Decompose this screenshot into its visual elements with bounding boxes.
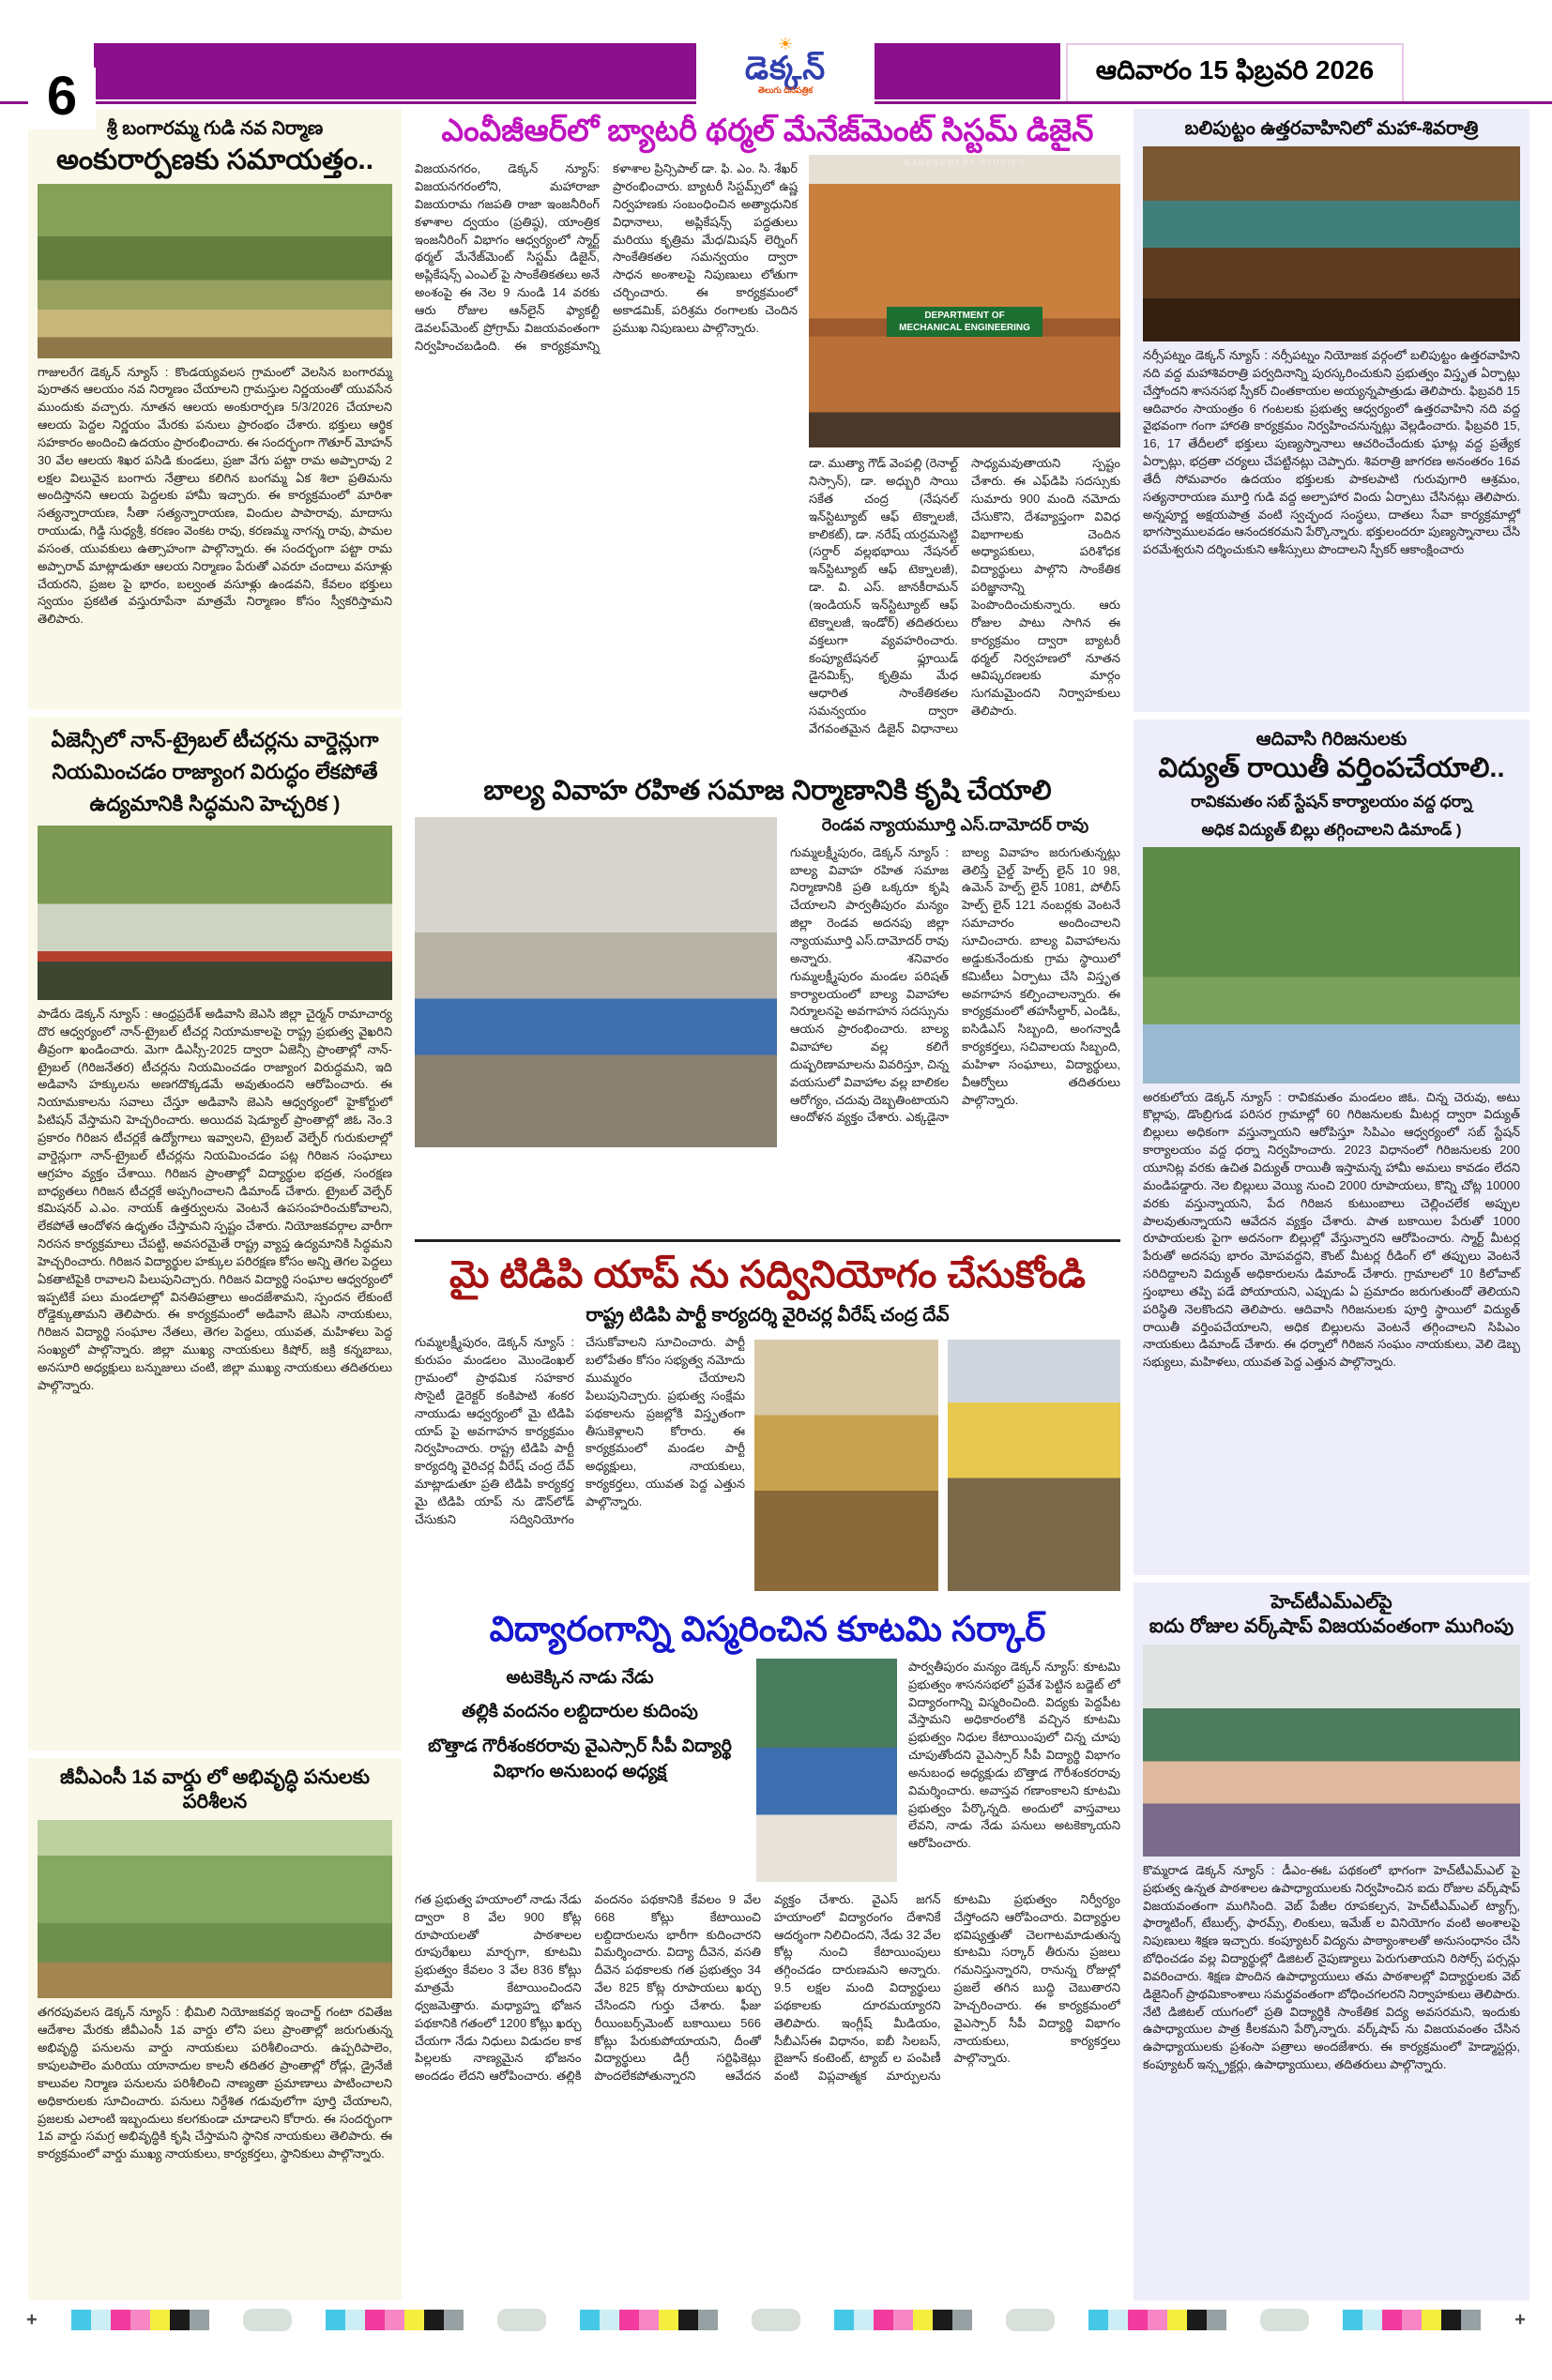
- article-shivaratri: [1134, 109, 1529, 712]
- gray-blob: [1006, 2309, 1055, 2331]
- article-media: [809, 155, 1120, 738]
- article-mvgr-fdp: [415, 109, 1120, 765]
- photo-protest-flags: [38, 826, 392, 1000]
- page-body: [28, 109, 1529, 2300]
- article-power-subsidy: [1134, 720, 1529, 1575]
- photo-tdp-crowd: [948, 1340, 1120, 1591]
- masthead-subtitle: తెలుగు దినపత్రిక: [757, 85, 814, 95]
- building-sign-green: DEPARTMENT OF MECHANICAL ENGINEERING: [887, 307, 1042, 337]
- article-headline: జీవీఎంసీ 1వ వార్డు లో అభివృద్ధి పనులకు పరిశీలన: [60, 1766, 370, 1813]
- gray-blob: [497, 2309, 546, 2331]
- article-body: నర్సీపట్నం డెక్కన్ న్యూస్ : నర్సీపట్నం నియోజక వర్గంలో బలిపుట్టం ఉత్తరవాహిని నది వద్ద మహాశివరాత్రి పర్వదినాన్ని పురస్కరించుకుని ప్రభుత్వం విస్తృత ఏర్పాట్లు చేస్తోందని శాసనసభ స్పీకర్ చింతకాయల అయ్యన్నపాత్రుడు తెలిపారు. ఫిబ్రవరి 15 ఆదివారం సాయంత్రం 6 గంటలకు ప్రభుత్వ ఆధ్వర్యంలో ఉత్తరవాహిని నది వద్ద వైభవంగా గంగా హారతి కార్యక్రమం నిర్వహించనున్నట్లు వెల్లడించారు. ఫిబ్రవరి 15, 16, 17 తేదీలలో భక్తులు పుణ్యస్నానాలు ఆచరించేందుకు ఘాట్ల వద్ద ప్రత్యేక ఏర్పాట్లు, భద్రతా చర్యలు చేపట్టినట్లు చెప్పారు. శివరాత్రి జాగరణ అనంతరం 16వ తేదీ సోమవారం ఉదయం భక్తులకు పాకలపాటి గురువుగారి ఆశ్రమం, సత్యనారాయణ మూర్తి గుడి వద్ద అల్పాహార విందు ఏర్పాటు చేసినట్లు తెలిపారు. అన్నపూర్ణ అక్షయపాత్ర వంటి స్వచ్ఛంద సంస్థలు, దాతలు సేవా కార్యక్రమాల్లో భాగస్వాములవడం ఆనందకరమని పేర్కొన్నారు. భక్తులందరూ పుణ్యస్నానాలు చేసి పరమేశ్వరుని దర్శించుకుని ఆశీస్సులు పొందాలని స్పీకర్ ఆకాంక్షించారు: [1143, 348, 1520, 557]
- article-content: [415, 155, 1120, 738]
- photo-tdp-banner: [754, 1340, 938, 1591]
- article-subhead: తల్లికి వందనం లబ్దిదారుల కుదింపు: [462, 1702, 698, 1722]
- photo-dharna-flags: [1143, 847, 1520, 1084]
- article-lead: పార్వతీపురం మన్యం డెక్కన్ న్యూస్: కూటమి ప్రభుత్వం శాసనసభలో ప్రవేశ పెట్టిన బడ్జెట్ లో విద్యారంగాన్ని విస్మరించింది. విద్యకు పెద్దపీట వేస్తామని అధికారంలోకి వచ్చిన కూటమి ప్రభుత్వం నిధుల కేటాయింపులో చిన్న చూపు చూపుతోందని వైఎస్సార్ సీపీ విద్యార్థి విభాగం అనుబంధ అధ్యక్షుడు బొత్తాడ గౌరీశంకరరావు విమర్శించారు. అవాస్తవ గణాంకాలని కూటమి ప్రభుత్వం పేర్కొన్నది. అందులో వాస్తవాలు లేవని, నాడు నేడు పనులు అటకెక్కాయని ఆరోపించారు.: [908, 1659, 1120, 1851]
- cmyk-patch-group: [1088, 2310, 1226, 2330]
- left-column: [28, 109, 402, 2300]
- article-content: [415, 1659, 1120, 1882]
- article-headline: అంకురార్పణకు సమాయత్తం..: [55, 144, 374, 175]
- registration-cross-icon: +: [1514, 2309, 1526, 2330]
- article-kicker: బలిపుట్టం ఉత్తరవాహినిలో మహా-శివరాత్రి: [1184, 118, 1479, 139]
- article-subhead: బొత్తాడ గౌరీశంకరరావు వైఎస్సార్ సీపీ విద్యార్థి విభాగం అనుబంధ అధ్యక్ష: [428, 1736, 732, 1781]
- article-mytdp-app: [415, 1248, 1120, 1596]
- article-headline: ఐదు రోజుల వర్క్‌షాప్ విజయవంతంగా ముగింపు: [1149, 1614, 1514, 1637]
- article-gvmc-ward-works: [28, 1758, 402, 2300]
- article-kicker: ఆదివాసి గిరిజనులకు: [1255, 728, 1407, 750]
- cmyk-patch-group: [834, 2310, 972, 2330]
- article-body: గుమ్మలక్ష్మీపురం, డెక్కన్ న్యూస్ : కురుపం మండలం మొండెంఖల్ గ్రామంలో ప్రాథమిక సహకార సొసైటీ డైరెక్టర్ కంకిపాటి శంకర నాయుడు ఆధ్వర్యంలో మై టిడిపి యాప్ పై అవగాహన కార్యక్రమం నిర్వహించారు. రాష్ట్ర టిడిపి పార్టీ కార్యదర్శి వైరిచర్ల వీరేష్ చంద్ర దేవ్ మాట్లాడుతూ ప్రతి టిడిపి కార్యకర్త మై టిడిపి యాప్ ను డౌన్‌లోడ్ చేసుకుని సద్వినియోగం చేసుకోవాలని సూచించారు. పార్టీ బలోపేతం కోసం సభ్యత్వ నమోదు ముమ్మరం చేయాలని పిలుపునిచ్చారు. ప్రభుత్వ సంక్షేమ పథకాలను ప్రజల్లోకి విస్తృతంగా తీసుకెళ్లాలని కోరారు. ఈ కార్యక్రమంలో మండల పార్టీ అధ్యక్షులు, నాయకులు, కార్యకర్తలు, యువత పెద్ద ఎత్తున పాల్గొన్నారు.: [415, 1335, 745, 1526]
- article-content: [415, 811, 1120, 1147]
- article-kicker: హెచ్‌టీఎమ్‌ఎల్‌పై: [1271, 1591, 1392, 1613]
- photo-awareness-meeting: [415, 817, 777, 1147]
- article-body-continued: డా. ముత్యా గౌడ్ వెంపల్లి (రెనాల్ట్ నిస్సాన్), డా. అధ్బురి సాయి సకేత చంద్ర (నేషనల్ ఇన్‌స్టిట్యూట్ ఆఫ్ టెక్నాలజీ, కాలికట్), డా. నరేష్ యర్రమసెట్టి (సర్దార్ వల్లభభాయి నేషనల్ ఇన్‌స్టిట్యూట్ ఆఫ్ టెక్నాలజీ), డా. వి. ఎస్. జానకీరామన్ (ఇండియన్ ఇన్‌స్టిట్యూట్ ఆఫ్ టెక్నాలజీ, ఇండోర్) తదితరులు వక్తలుగా వ్యవహరించారు. కంప్యూటేషనల్ ఫ్లూయిడ్ డైనమిక్స్, కృత్రిమ మేధ ఆధారిత సాంకేతికతల సమన్వయం ద్వారా వేగవంతమైన డిజైన్ విధానాలు సాధ్యమవుతాయని స్పష్టం చేశారు. ఈ ఎఫ్‌డిపి సదస్సుకు సుమారు 900 మంది నమోదు చేసుకొని, దేశవ్యాప్తంగా వివిధ విభాగాలకు చెందిన అధ్యాపకులు, పరిశోధక విద్యార్థులు పాల్గొని సాంకేతిక పరిజ్ఞానాన్ని పెంపొందించుకున్నారు. ఆరు రోజుల పాటు సాగిన ఈ కార్యక్రమం ద్వారా బ్యాటరీ థర్మల్ నిర్వహణలో నూతన ఆవిష్కరణలకు మార్గం సుగమమైందని నిర్వాహకులు తెలిపారు.: [809, 456, 1120, 735]
- article-headline: విద్యారంగాన్ని విస్మరించిన కూటమి సర్కార్: [489, 1609, 1046, 1648]
- article-kicker: శ్రీ బంగారమ్మ గుడి నవ నిర్మాణ: [106, 118, 324, 139]
- sun-logo-icon: ☀: [777, 35, 794, 53]
- article-body: అరకులోయ డెక్కన్ న్యూస్ : రావికమతం మండలం జిఓ. చిన్న చెరువు, అటు కొల్లాపు, డొంబ్రిగుడ పరిసర గ్రామాల్లో 60 గిరిజనులకు మీటర్ల ద్వారా విద్యుత్ బిల్లులు అధికంగా వస్తున్నాయని ఆరోపిస్తూ సిపిఎం ఆధ్వర్యంలో సబ్ స్టేషన్ కార్యాలయం వద్ద ధర్నా నిర్వహించారు. 2023 విధానంలో గిరిజనులకు 200 యూనిట్ల వరకు ఉచిత విద్యుత్ రాయితీ ఇస్తామన్న హామీ అమలు కావడం లేదని మండిపడ్డారు. నెల బిల్లులు వెయ్యి నుంచి 2000 రూపాయలు, కొన్ని చోట్ల 10000 వరకు వస్తున్నాయని, పేద గిరిజన కుటుంబాలు చెల్లించలేక అప్పుల పాలవుతున్నాయని ఆవేదన వ్యక్తం చేశారు. పాత బకాయిల పేరుతో 1000 రూపాయలకు పైగా అదనంగా బిల్లుల్లో వేస్తున్నారని ఆరోపించారు. స్మార్ట్ మీటర్ల పేరుతో అదనపు భారం మోపవద్దని, కౌంట్ మీటర్ల రీడింగ్ లో తప్పులు వెంటనే సరిదిద్దాలని విద్యుత్ అధికారులను డిమాండ్ చేశారు. గ్రామాలలో 10 కిలోవాట్ స్తంభాలు తప్పి పడే పోయాయని, ఎప్పుడు ఏ ప్రమాదం జరుగుతుందో తెలియని పరిస్థితి నెలకొందని తెలిపారు. ఆదివాసి గిరిజనులకు పూర్తి స్థాయిలో విద్యుత్ రాయితీ వర్తింపచేయాలని, అధిక బిల్లులను వెంటనే తగ్గించాలని సిపిఎం నాయకులు డిమాండ్ చేశారు. ఈ ధర్నాలో గిరిజన సంఘం నాయకులు, వెలి డెబ్బ సభ్యులు, మహిళలు, యువత పెద్ద ఎత్తున పాల్గొన్నారు.: [1143, 1089, 1520, 1370]
- building-sign-top: MANAGEMENT STUDIES: [903, 159, 1027, 168]
- cmyk-patch-group: [326, 2310, 464, 2330]
- photo-ward-inspection: [38, 1820, 392, 1998]
- print-color-bar: [0, 2306, 1552, 2334]
- article-nontribal-teachers: [28, 717, 402, 1751]
- photo-leader-portrait: [756, 1659, 897, 1882]
- photo-workshop-group: [1143, 1645, 1520, 1857]
- article-body: పాడేరు డెక్కన్ న్యూస్ : ఆంధ్రప్రదేశ్ అడివాసి జెఎసి జిల్లా చైర్మన్ రామాచార్య దొర ఆధ్వర్యంలో నాన్-ట్రైబల్ టీచర్ల నియామకాలపై రాష్ట్ర ప్రభుత్వ వైఖరిని తీవ్రంగా ఖండించారు. మెగా డిఎస్సీ-2025 ద్వారా ఏజెన్సీ ప్రాంతాల్లో నాన్-ట్రైబల్ (గిరిజనేతర) టీచర్లను నియమించడం రాజ్యాంగ విరుద్ధమని, ఇది అడివాసి హక్కులను అణగదొక్కడమే అవుతుందని ఆరోపించారు. ఈ నియామకాలను సవాలు చేస్తూ అడివాసి జెఎసి ఆధ్వర్యంలో హైకోర్టులో పిటిషన్ వేస్తామని హెచ్చరించారు. అయిదవ షెడ్యూల్ ప్రాంతాల్లో జిఓ నెం.3 ప్రకారం గిరిజన టీచర్లకే ఉద్యోగాలు ఇవ్వాలని, ట్రైబల్ వెల్ఫేర్ గురుకులాల్లో వార్డెన్లుగా నాన్-ట్రైబల్ టీచర్లను నియమించడం పట్ల గిరిజన సంఘాలు ఆగ్రహం వ్యక్తం చేశాయి. గిరిజన ప్రాంతాల్లో విద్యార్థుల భద్రత, సంరక్షణ బాధ్యతలు గిరిజన టీచర్లకే అప్పగించాలని డిమాండ్ చేశారు. ట్రైబల్ వెల్ఫేర్ కమిషనర్ ఎ.ఎం. నాయక్ ఉత్తర్వులను వెంటనే ఉపసంహరించుకోవాలని, లేకపోతే ఆందోళన ఉధృతం చేస్తామని స్పష్టం చేశారు. నియోజకవర్గాల వారీగా నిరసన కార్యక్రమాలు చేపట్టి, అవసరమైతే రాష్ట్ర వ్యాప్త ఉద్యమానికి సిద్ధమని హెచ్చరించారు. గిరిజన విద్యార్థుల హక్కుల పరిరక్షణ కోసం అన్ని తెగల పెద్దలు ఏకతాటిపైకి రావాలని పిలుపునిచ్చారు. గిరిజన విద్యార్థి సంఘాల ఆధ్వర్యంలో ఇప్పటికే పలు మండలాల్లో వినతిపత్రాలు అందజేశామని, స్పందన లేకుంటే రోడ్డెక్కుతామని తెలిపారు. ఈ కార్యక్రమంలో అడివాసి జెఎసి నాయకులు, గిరిజన విద్యార్థి సంఘాల నేతలు, తెగల పెద్దలు, యువత, మహిళలు పెద్ద సంఖ్యలో పాల్గొన్నారు. జిల్లా ముఖ్య నాయకులు కిషోర్, జక్రి కన్నబాబు, అనసూరి అధ్యక్షులు బన్నుజులు చంటి, జిల్లా ముఖ్య నాయకులు తదితరులు పాల్గొన్నారు.: [38, 1007, 392, 1392]
- masthead-band: [94, 43, 1060, 99]
- edition-date: ఆదివారం 15 ఫిబ్రవరి 2026: [1066, 43, 1404, 103]
- masthead: [696, 36, 875, 105]
- article-body: తగరపువలస డెక్కన్ న్యూస్ : భీమిలి నియోజకవర్గ ఇంచార్జ్ గంటా రవితేజ ఆదేశాల మేరకు జీవీఎంసీ 1వ వార్డు లోని పలు ప్రాంతాల్లో జరుగుతున్న అభివృద్ధి పనులను వార్డు నాయకులు పరిశీలించారు. ఉప్పరిపాలెం, కాపులపాలెం మరియు యానాదుల కాలనీ తదితర ప్రాంతాల్లో రోడ్లు, డ్రైనేజీ కాలువల నిర్మాణ పనులను పరిశీలించి నాణ్యతా ప్రమాణాలు పాటించాలని అధికారులకు సూచించారు. పనులు నిర్దేశిత గడువులోగా పూర్తి చేయాలని, ప్రజలకు ఎలాంటి ఇబ్బందులు కలగకుండా చూడాలని కోరారు. ఈ సందర్భంగా 1వ వార్డు సమగ్ర అభివృద్ధికి కృషి చేస్తామని స్థానిక నాయకులు తెలిపారు. ఈ కార్యక్రమంలో వార్డు ముఖ్య నాయకులు, కార్యకర్తలు, స్థానికులు పాల్గొన్నారు.: [38, 2005, 392, 2161]
- masthead-title: డెక్కన్: [744, 51, 827, 86]
- page-number: 6: [28, 68, 96, 129]
- registration-cross-icon: +: [26, 2309, 38, 2330]
- article-text-block: [790, 811, 1120, 1147]
- article-headline: ఎంవీజీఆర్‌లో బ్యాటరీ థర్మల్ మేనేజ్‌మెంట్ సిస్టమ్ డిజైన్: [441, 113, 1094, 147]
- right-column: [1134, 109, 1529, 2300]
- article-temple-foundation: [28, 109, 402, 709]
- photo-temple-event: [38, 184, 392, 358]
- gray-blob: [243, 2309, 292, 2331]
- section-divider: [415, 1239, 1120, 1242]
- article-subhead: రాష్ట్ర టిడిపి పార్టీ కార్యదర్శి వైరిచర్ల వీరేష్ చంద్ర దేవ్: [586, 1305, 950, 1326]
- article-html-workshop: [1134, 1583, 1529, 2300]
- article-subhead: రావికమతం సబ్ స్టేషన్ కార్యాలయం వద్ద ధర్నా: [1191, 793, 1472, 811]
- article-headline: ఏజెన్సీలో నాన్-ట్రైబల్ టీచర్లను వార్డెన్లుగా నియమించడం రాజ్యాంగ విరుద్ధం లేకపోతే ఉద్యమానికి సిద్ధమని హెచ్చరిక ): [51, 727, 379, 815]
- article-subhead: అటకెక్కిన నాడు నేడు: [506, 1667, 654, 1688]
- article-subhead: అధిక విద్యుత్ బిల్లు తగ్గించాలని డిమాండ్ ): [1201, 820, 1462, 839]
- article-body: గత ప్రభుత్వ హయాంలో నాడు నేడు ద్వారా 8 వేల 900 కోట్ల రూపాయలతో పాఠశాలల రూపురేఖలు మార్చగా, కూటమి ప్రభుత్వం కేవలం 3 వేల 836 కోట్లు మాత్రమే కేటాయించిందని ధ్వజమెత్తారు. మధ్యాహ్న భోజన పథకానికి గతంలో 1200 కోట్లు ఖర్చు చేయగా నేడు నిధులు విడుదల కాక పిల్లలకు నాణ్యమైన భోజనం అందడం లేదని ఆరోపించారు. తల్లికి వందనం పథకానికి కేవలం 9 వేల 668 కోట్లు కేటాయించి లబ్దిదారులను భారీగా కుదించారని విమర్శించారు. విద్యా దీవెన, వసతి దీవెన పథకాలకు గత ప్రభుత్వం 34 వేల 825 కోట్ల రూపాయలు ఖర్చు చేసిందని గుర్తు చేశారు. ఫీజు రీయింబర్స్‌మెంట్ బకాయిలు 566 కోట్లు పేరుకుపోయాయని, దీంతో విద్యార్థులు డిగ్రీ సర్టిఫికెట్లు పొందలేకపోతున్నారని ఆవేదన వ్యక్తం చేశారు. వైఎస్ జగన్ హయాంలో విద్యారంగం దేశానికే ఆదర్శంగా నిలిచిందని, నేడు 32 వేల కోట్ల నుంచి కేటాయింపులు తగ్గించడం దారుణమని అన్నారు. 9.5 లక్షల మంది విద్యార్థులు పథకాలకు దూరమయ్యారని తెలిపారు. ఇంగ్లీష్ మీడియం, సీబీఎస్ఈ విధానం, ఐబీ సిలబస్, బైజూస్ కంటెంట్, ట్యాబ్ ల పంపిణీ వంటి విప్లవాత్మక మార్పులను కూటమి ప్రభుత్వం నిర్వీర్యం చేస్తోందని ఆరోపించారు. విద్యార్థుల భవిష్యత్తుతో చెలగాటమాడుతున్న కూటమి సర్కార్ తీరును ప్రజలు గమనిస్తున్నారని, రానున్న రోజుల్లో ప్రజలే తగిన బుద్ధి చెబుతారని హెచ్చరించారు. ఈ కార్యక్రమంలో వైఎస్సార్ సీపీ విద్యార్థి విభాగం నాయకులు, కార్యకర్తలు పాల్గొన్నారు.: [415, 1891, 1120, 2084]
- article-body: విజయనగరం, డెక్కన్ న్యూస్: విజయనగరంలోని, మహారాజా విజయరామ గజపతి రాజా ఇంజనీరింగ్ కళాశాల ద్వయం (ప్రతిష్ఠ), యాంత్రిక ఇంజనీరింగ్ విభాగం ఆధ్వర్యంలో స్మార్ట్ థర్మల్ మేనేజ్‌మెంట్ సిస్టమ్ డిజైన్, అప్లికేషన్స్ ఎంఎల్ పై సాంకేతికతలు అనే అంశంపై ఈ నెల 9 నుండి 14 వరకు ఆరు రోజుల ఆన్‌లైన్ ఫ్యాకల్టీ డెవలప్‌మెంట్ ప్రోగ్రామ్ విజయవంతంగా నిర్వహించబడింది. ఈ కార్యక్రమాన్ని కళాశాల ప్రిన్సిపాల్ డా. ఫి. ఎం. సి. శేఖర్ ప్రారంభించారు. బ్యాటరీ సిస్టమ్స్‌లో ఉష్ణ నిర్వహణకు సంబంధించిన అత్యాధునిక విధానాలు, అప్లికేషన్స్ పద్ధతులు మరియు కృత్రిమ మేధ/మిషన్ లెర్నింగ్ సాంకేతికతల సమన్వయం ద్వారా సాధన అంశాలపై నిపుణులు లోతుగా చర్చించారు. ఈ కార్యక్రమంలో అకాడమిక్, పరిశ్రమ రంగాలకు చెందిన ప్రముఖ నిపుణులు పాల్గొన్నారు.: [415, 161, 798, 353]
- cmyk-patch-group: [1343, 2310, 1481, 2330]
- article-child-marriage-awareness: [415, 765, 1120, 1231]
- gray-blob: [1260, 2309, 1309, 2331]
- cmyk-patch-group: [580, 2310, 718, 2330]
- article-headline: విద్యుత్ రాయితీ వర్తింపచేయాలి..: [1158, 752, 1505, 783]
- gray-blob: [752, 2309, 800, 2331]
- cmyk-patch-group: [71, 2310, 209, 2330]
- article-body: గుమ్మలక్ష్మీపురం, డెక్కన్ న్యూస్ : బాల్య వివాహ రహిత సమాజ నిర్మాణానికి ప్రతి ఒక్కరూ కృషి చేయాలని పార్వతీపురం మన్యం జిల్లా రెండవ అదనపు జిల్లా న్యాయమూర్తి ఎస్.దామోదర్ రావు అన్నారు. శనివారం గుమ్మలక్ష్మీపురం మండల పరిషత్ కార్యాలయంలో బాల్య వివాహాల నిర్మూలనపై అవగాహన సదస్సును ఆయన ప్రారంభించారు. బాల్య వివాహాల వల్ల కలిగే దుష్పరిణామాలను వివరిస్తూ, చిన్న వయసులో వివాహాల వల్ల బాలికల ఆరోగ్యం, చదువు దెబ్బతింటాయని ఆందోళన వ్యక్తం చేశారు. ఎక్కడైనా బాల్య వివాహం జరుగుతున్నట్లు తెలిస్తే చైల్డ్ హెల్ప్ లైన్ 10 98, ఉమెన్ హెల్ప్ లైన్ 1081, పోలీస్ హెల్ప్ లైన్ 121 నంబర్లకు వెంటనే సమాచారం అందించాలని సూచించారు. బాల్య వివాహాలను అడ్డుకునేందుకు గ్రామ స్థాయిలో కమిటీలు ఏర్పాటు చేసి విస్తృత అవగాహన కల్పించాలన్నారు. ఈ కార్యక్రమంలో తహసీల్దార్, ఎండిఓ, ఐసిడిఎస్ సిబ్బంది, అంగన్వాడీ కార్యకర్తలు, సచివాలయ సిబ్బంది, మహిళా సంఘాలు, విద్యార్థులు, వీఆర్వోలు తదితరులు పాల్గొన్నారు.: [790, 844, 1120, 1125]
- article-education-budget: [415, 1597, 1120, 2300]
- article-byline: రెండవ న్యాయమూర్తి ఎస్.దామోదర్ రావు: [821, 814, 1089, 834]
- article-headline: బాల్య వివాహ రహిత సమాజ నిర్మాణానికి కృషి చేయాలి: [483, 775, 1052, 806]
- photo-speaker-office: [1143, 146, 1520, 341]
- center-column: [415, 109, 1120, 2300]
- article-headline: మై టిడిపి యాప్ ను సద్వినియోగం చేసుకోండి: [449, 1254, 1086, 1296]
- article-body: గాజులరేగ డెక్కన్ న్యూస్ : కొండయ్యవలస గ్రామంలో వెలసిన బంగారమ్మ పురాతన ఆలయం నవ నిర్మాణం చేయాలని గ్రామస్తుల నిర్ణయంతో యువసేన ముందుకు వచ్చారు. నూతన ఆలయ అంకురార్పణ 5/3/2026 చేయాలని ఆలయ పెద్దల నిర్ణయం మేరకు పనులు ప్రారంభం చేశారు. భక్తులు ఆర్థిక సహకారం అందించి ఉదయం ప్రారంభించారు. ఈ సందర్భంగా గౌతూర్ మోహన్ 30 వేల ఆలయ శిఖర పసిడి కుండలు, ప్రజా వేగు పట్టా రామ అప్పారావు 2 లక్షల విలువైన బంగారు నేత్రాలు కలిగిన బంగమ్మ ఏక శిలా ప్రతిమను అందిస్తానని ఆలయ పెద్దలకు హామీ ఇచ్చారు. ఈ కార్యక్రమంలో మారిశా సత్యన్నారాయణ, సీతా సత్యన్నారాయణ, విందుల పాపారావు, మాదాసు రాయుడు, గిడ్డి సుధ్యశ్రీ, కరణం వెంకట రావు, కరణమ్మ నాగన్న రావు, పామల వసంత, యువకులు ఉత్సాహంగా పాల్గొన్నారు. ఈ సందర్భంగా పట్టా రామ అప్పారావ్ మాట్లాడుతూ ఆలయ నిర్మాణం పేరుతో ఎవరూ చందాలు వసూళ్లు చేయరని, ప్రజల పై భారం, బల్వంత వసూళ్లు ఉండవని, కేవలం భక్తులు స్వయం ప్రకటిత వస్తురూపేనా మాత్రమే నిర్మాణం కోసం స్వీకరిస్తామని తెలిపారు.: [38, 364, 392, 627]
- article-subheads: [415, 1659, 745, 1882]
- article-content: [415, 1334, 1120, 1591]
- photo-college-building: [809, 155, 1120, 447]
- page-header: [0, 0, 1552, 127]
- article-body: కొమ్మరాడ డెక్కన్ న్యూస్ : డీఎం-ఈఓ పథకంలో భాగంగా హెచ్‌టీఎమ్‌ఎల్ పై ప్రభుత్వ ఉన్నత పాఠశాలల ఉపాధ్యాయులకు నిర్వహించిన ఐదు రోజుల వర్క్‌షాప్ విజయవంతంగా ముగిసింది. వెబ్ పేజీల రూపకల్పన, హెచ్‌టీఎమ్‌ఎల్ ట్యాగ్స్, ఫార్మాటింగ్, టేబుల్స్, ఫారమ్స్, లింకులు, ఇమేజ్ ల వినియోగం వంటి అంశాలపై నిపుణులు శిక్షణ ఇచ్చారు. కంప్యూటర్ విద్యను పాఠ్యాంశాలతో అనుసంధానం చేసి బోధించడం వల్ల విద్యార్థుల్లో డిజిటల్ నైపుణ్యాలు పెరుగుతాయని రిసోర్స్ పర్సన్లు వివరించారు. శిక్షణ పొందిన ఉపాధ్యాయులు తమ పాఠశాలల్లో విద్యార్థులకు వెబ్ డిజైనింగ్ ప్రాథమికాంశాలు సమర్థవంతంగా బోధించగలరని నిర్వాహకులు తెలిపారు. నేటి డిజిటల్ యుగంలో ప్రతి విద్యార్థికి సాంకేతిక విద్య అవసరమని, ఇందుకు ఉపాధ్యాయుల పాత్ర కీలకమని పేర్కొన్నారు. వర్క్‌షాప్ ను విజయవంతం చేసిన ఉపాధ్యాయులకు ప్రశంసా పత్రాలు అందజేశారు. ఈ కార్యక్రమంలో హెడ్మాస్టర్లు, కంప్యూటర్ ఇన్స్ట్రక్టర్లు, ఉపాధ్యాయులు, తదితరులు పాల్గొన్నారు.: [1143, 1862, 1520, 2072]
